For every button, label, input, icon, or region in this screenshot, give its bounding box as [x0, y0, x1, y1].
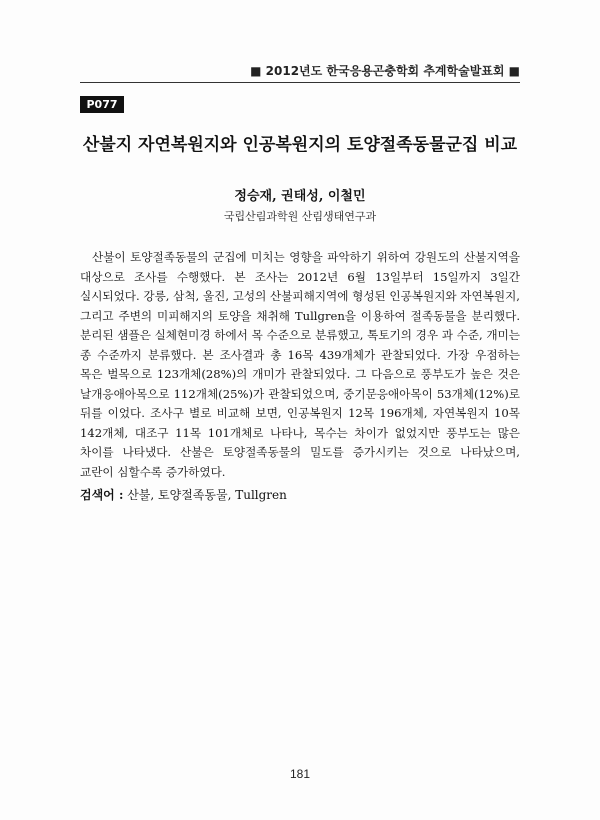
paper-id-badge: P077 [80, 96, 124, 113]
header-divider [80, 82, 520, 83]
keywords-values: 산불, 토양절족동물, Tullgren [127, 488, 287, 502]
abstract-body: 산불이 토양절족동물의 군집에 미치는 영향을 파악하기 위하여 강원도의 산불지역을 대상으로 조사를 수행했다. 본 조사는 2012년 6월 13일부터 15일까지 3일간 실시되었다. 강릉, 삼척, 울진, 고성의 산불피해지역에 형성된 인공복원지와 자연복원지, 그리고 주변의 미피해지의 토양을 채취해 Tullgren을 이용하여 절족동물을 분리했다. 분리된 샘플은 실체현미경 하에서 목 수준으로 분류했고, 톡토기의 경우 과 수준, 개미는 종 수준까지 분류했다. 본 조사결과 총 16목 439개체가 관찰되었다. 가장 우점하는 목은 벌목으로 123개체(28%)의 개미가 관찰되었다. 그 다음으로 풍부도가 높은 것은 날개응애아목으로 112개체(25%)가 관찰되었으며, 중기문응애아목이 53개체(12%)로 뒤를 이었다. 조사구 별로 비교해 보면, 인공복원지 12목 196개체, 자연복원지 10목 142개체, 대조구 11목 101개체로 나타나, 목수는 차이가 없었지만 풍부도는 많은 차이를 나타냈다. 산불은 토양절족동물의 밀도를 증가시키는 것으로 나타났으며, 교란이 심할수록 증가하였다. [80, 250, 520, 479]
authors: 정승재, 권태성, 이철민 [234, 189, 366, 204]
keywords [80, 486, 520, 503]
page-number: 181 [289, 767, 311, 781]
keywords-label: 검색어 : [80, 488, 124, 502]
paper-title: 산불지 자연복원지와 인공복원지의 토양절족동물군집 비교 [82, 135, 518, 155]
conference-header: ■ 2012년도 한국응용곤충학회 추계학술발표회 ■ [250, 64, 520, 78]
affiliation: 국립산림과학원 산림생태연구과 [223, 210, 377, 223]
